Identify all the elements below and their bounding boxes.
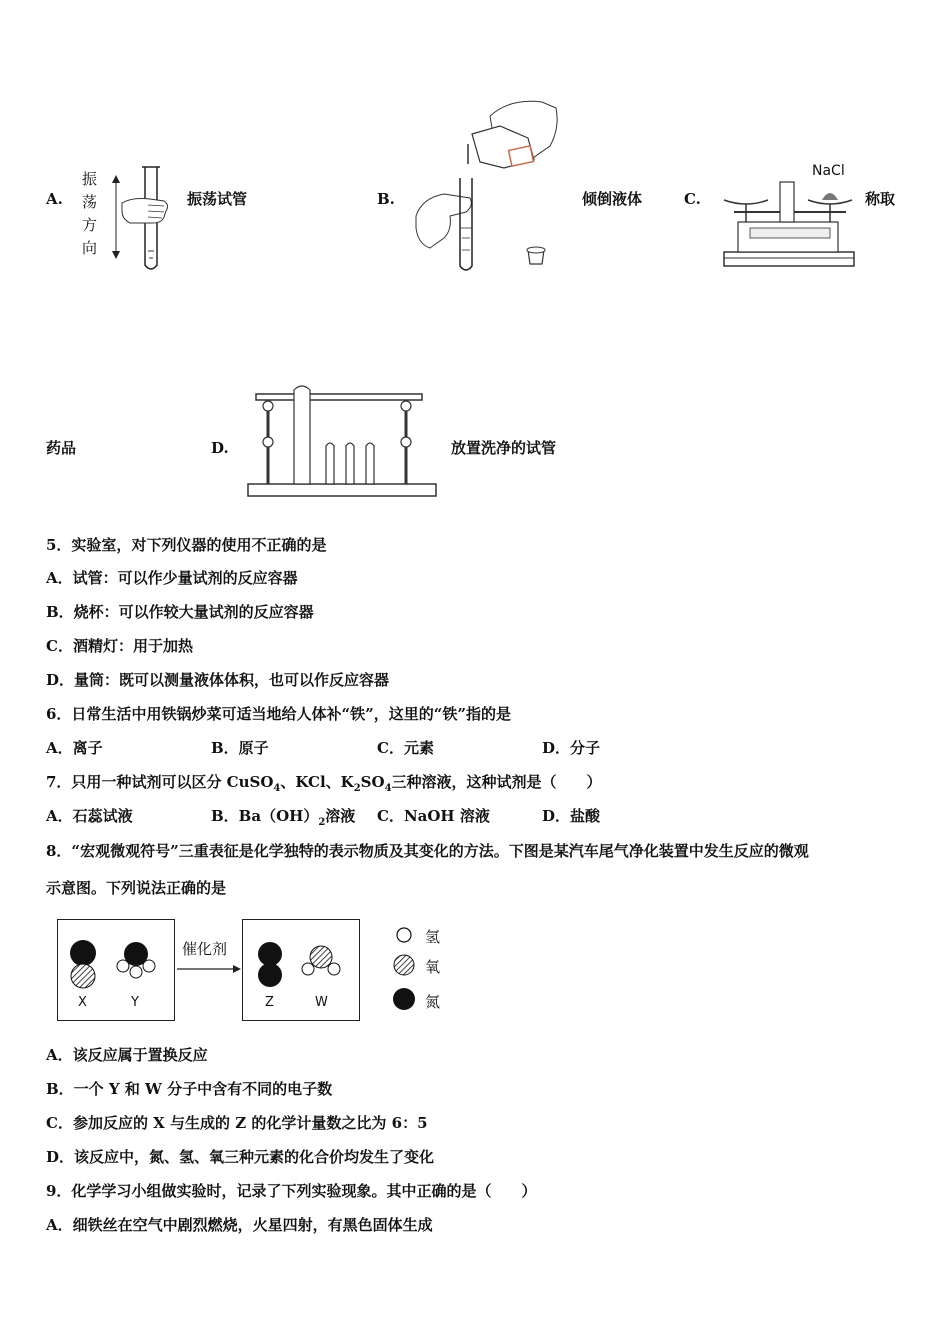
molecule-x — [70, 940, 96, 988]
right-pan — [808, 200, 852, 204]
tall-test-tube — [294, 386, 310, 484]
q7-option-c: C．NaOH 溶液 — [377, 807, 490, 825]
q7-stem-pre: 7．只用一种试剂可以区分 CuSO — [46, 773, 274, 791]
test-tube-b — [460, 178, 472, 270]
pouring-liquid-figure — [410, 98, 570, 280]
balance-figure — [720, 178, 860, 270]
q7-stem-post: 三种溶液，这种试剂是（ ） — [391, 773, 602, 791]
legend-hydrogen: 氢 — [425, 928, 441, 946]
q7-stem-mid2: SO — [360, 773, 385, 791]
q8-stem-line2: 示意图。下列说法正确的是 — [46, 879, 227, 897]
q7-option-b — [211, 806, 355, 833]
q7-sub: 4 — [273, 783, 281, 794]
q7-option-d: D．盐酸 — [542, 807, 601, 825]
q4-option-a-letter: A. — [46, 190, 63, 208]
bottle-label — [509, 146, 534, 166]
direction-char: 荡 — [82, 193, 98, 211]
molecule-y — [117, 942, 155, 978]
salt-pile — [822, 193, 838, 200]
direction-char: 向 — [82, 239, 98, 257]
label-y: Y — [131, 995, 139, 1010]
q4-option-b-caption: 倾倒液体 — [582, 190, 643, 208]
q5-option-c: C．酒精灯：用于加热 — [46, 637, 193, 655]
shake-test-tube-figure — [104, 165, 174, 277]
rack-top-bar — [256, 394, 422, 400]
nacl-label: NaCl — [812, 163, 845, 179]
direction-char: 振 — [82, 170, 98, 188]
q7-stem-mid1: 、KCl、K — [280, 773, 354, 791]
q7-option-b-sub: 2 — [318, 817, 326, 828]
legend-nitrogen: 氮 — [425, 993, 441, 1011]
q8-option-d: D．该反应中，氮、氢、氧三种元素的化合价均发生了变化 — [46, 1148, 435, 1166]
q5-stem: 5．实验室，对下列仪器的使用不正确的是 — [46, 536, 327, 554]
q7-sub: 4 — [384, 783, 392, 794]
q4-option-a-caption: 振荡试管 — [187, 190, 248, 208]
q7-stem — [46, 772, 602, 799]
q5-option-a: A．试管：可以作少量试剂的反应容器 — [46, 569, 298, 587]
catalyst-label: 催化剂 — [182, 940, 228, 958]
q8-stem-line1: 8．“宏观微观符号”三重表征是化学独特的表示物质及其变化的方法。下图是某汽车尾气净化装置中发生反应的微观 — [46, 842, 809, 860]
q4-option-c-letter: C. — [684, 190, 701, 208]
q6-option-d: D．分子 — [542, 739, 601, 757]
q6-stem: 6．日常生活中用铁锅炒菜可适当地给人体补“铁”，这里的“铁”指的是 — [46, 705, 511, 723]
q5-option-b: B．烧杯：可以作较大量试剂的反应容器 — [46, 603, 314, 621]
legend-hydrogen-symbol — [397, 928, 411, 942]
q5-option-d: D．量筒：既可以测量液体体积，也可以作反应容器 — [46, 671, 390, 689]
q8-option-c: C．参加反应的 X 与生成的 Z 的化学计量数之比为 6：5 — [46, 1114, 428, 1132]
hand — [122, 199, 168, 224]
molecule-z — [258, 942, 282, 987]
label-w: W — [315, 995, 328, 1010]
rack-base — [248, 484, 436, 496]
balance-base — [724, 252, 854, 266]
q4-option-c-caption-cont: 药品 — [46, 439, 77, 457]
legend-oxygen: 氧 — [425, 958, 441, 976]
q8-option-a: A．该反应属于置换反应 — [46, 1046, 208, 1064]
label-x: X — [78, 995, 87, 1010]
q9-stem: 9．化学学习小组做实验时，记录了下列实验现象。其中正确的是（ ） — [46, 1182, 537, 1200]
q4-option-b-letter: B. — [377, 190, 395, 208]
test-tube-rack-figure — [246, 380, 438, 500]
q9-option-a: A．细铁丝在空气中剧烈燃烧，火星四射，有黑色固体生成 — [46, 1216, 433, 1234]
molecule-w — [302, 946, 340, 975]
q6-option-a: A．离子 — [46, 739, 103, 757]
q4-option-c-caption: 称取 — [865, 190, 896, 208]
q6-option-c: C．元素 — [377, 739, 434, 757]
q7-option-b-post: 溶液 — [325, 807, 356, 825]
q7-sub: 2 — [353, 783, 361, 794]
legend-oxygen-symbol — [394, 955, 414, 975]
shake-direction-label — [82, 168, 104, 260]
label-z: Z — [265, 995, 274, 1010]
q4-option-d-letter: D. — [211, 439, 229, 457]
direction-char: 方 — [82, 216, 98, 234]
left-pan — [724, 200, 768, 204]
molecule-diagram — [57, 919, 457, 1019]
holding-hand — [416, 194, 471, 248]
q4-option-d-caption: 放置洗净的试管 — [451, 439, 557, 457]
q7-option-b-pre: B．Ba（OH） — [211, 807, 319, 825]
q8-option-b: B．一个 Y 和 W 分子中含有不同的电子数 — [46, 1080, 333, 1098]
q7-option-a: A．石蕊试液 — [46, 807, 133, 825]
balance-pointer — [780, 182, 794, 222]
q6-option-b: B．原子 — [211, 739, 269, 757]
legend-nitrogen-symbol — [393, 988, 415, 1010]
